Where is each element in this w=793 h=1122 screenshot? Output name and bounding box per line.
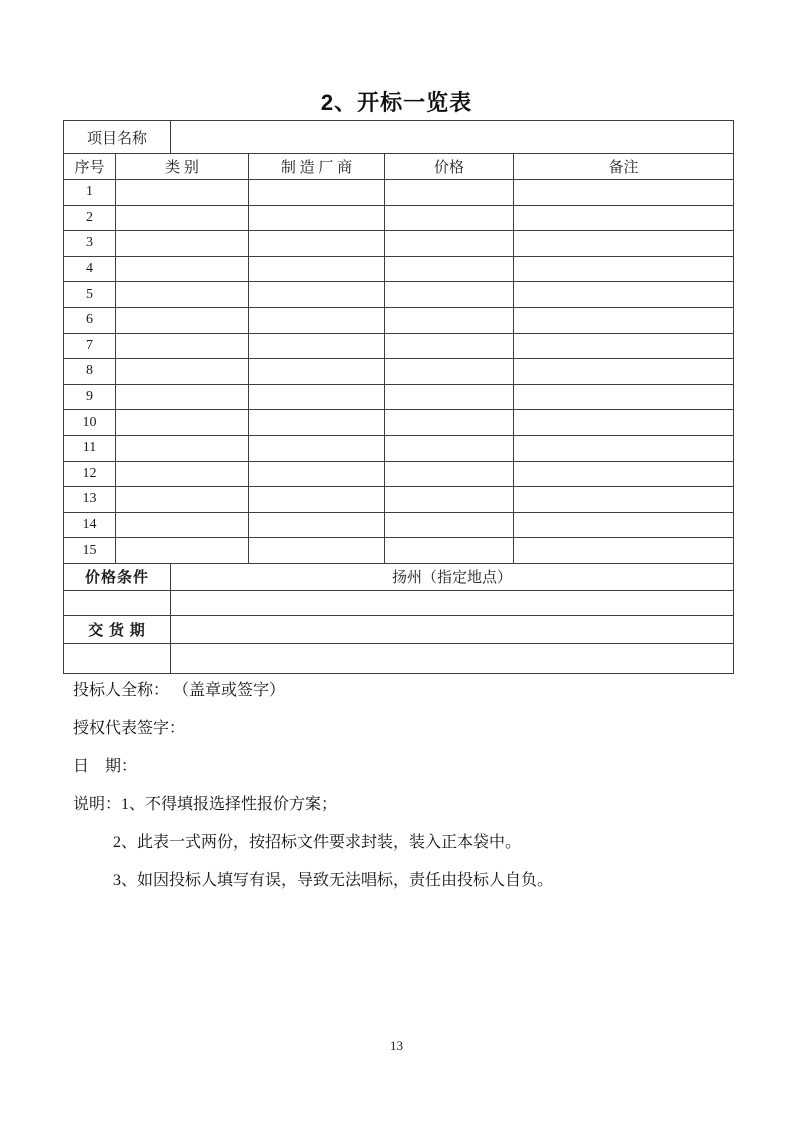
category-cell	[116, 410, 249, 436]
bid-opening-table	[63, 120, 734, 674]
category-cell	[116, 512, 249, 538]
header-cell-price: 价格	[385, 154, 514, 180]
serial-cell: 7	[64, 333, 116, 359]
remarks-cell	[514, 410, 734, 436]
blank-label-cell	[64, 643, 171, 673]
remarks-cell	[514, 180, 734, 206]
serial-cell: 2	[64, 205, 116, 231]
serial-cell: 3	[64, 231, 116, 257]
table-header-row	[64, 154, 734, 180]
remarks-cell	[514, 307, 734, 333]
manufacturer-cell	[249, 359, 385, 385]
category-cell	[116, 231, 249, 257]
table-row	[64, 435, 734, 461]
price-cell	[385, 205, 514, 231]
category-cell	[116, 384, 249, 410]
serial-cell: 15	[64, 538, 116, 564]
price-cell	[385, 435, 514, 461]
table-row	[64, 333, 734, 359]
serial-cell: 8	[64, 359, 116, 385]
manufacturer-cell	[249, 282, 385, 308]
table-row	[64, 231, 734, 257]
price-condition-row	[64, 563, 734, 590]
remarks-cell	[514, 205, 734, 231]
serial-cell: 6	[64, 307, 116, 333]
note-line-3: 3、如因投标人填写有误，导致无法唱标，责任由投标人自负。	[113, 872, 554, 889]
table-row	[64, 205, 734, 231]
category-cell	[116, 282, 249, 308]
table-row	[64, 461, 734, 487]
manufacturer-cell	[249, 461, 385, 487]
price-cell	[385, 333, 514, 359]
page-title: 2、开标一览表	[320, 90, 473, 115]
serial-cell: 4	[64, 256, 116, 282]
price-condition-label-cell: 价格条件	[64, 563, 171, 590]
remarks-cell	[514, 256, 734, 282]
price-condition-extra-row	[64, 590, 734, 615]
project-name-row	[64, 121, 734, 154]
delivery-value-cell	[171, 615, 734, 643]
category-cell	[116, 333, 249, 359]
page-number: 13	[390, 1038, 403, 1053]
category-cell	[116, 435, 249, 461]
price-cell	[385, 256, 514, 282]
manufacturer-cell	[249, 384, 385, 410]
remarks-cell	[514, 461, 734, 487]
category-cell	[116, 205, 249, 231]
price-cell	[385, 538, 514, 564]
bidder-name-line: 投标人全称： （盖章或签字）	[73, 682, 286, 699]
category-cell	[116, 461, 249, 487]
manufacturer-cell	[249, 180, 385, 206]
price-cell	[385, 512, 514, 538]
table-row	[64, 180, 734, 206]
note-line-1: 说明：1、不得填报选择性报价方案；	[73, 796, 338, 813]
serial-cell: 9	[64, 384, 116, 410]
blank-value-cell	[171, 590, 734, 615]
price-cell	[385, 359, 514, 385]
remarks-cell	[514, 333, 734, 359]
table-row	[64, 538, 734, 564]
delivery-label-cell: 交 货 期	[64, 615, 171, 643]
table-row	[64, 256, 734, 282]
blank-label-cell	[64, 590, 171, 615]
remarks-cell	[514, 384, 734, 410]
price-cell	[385, 282, 514, 308]
category-cell	[116, 538, 249, 564]
price-cell	[385, 487, 514, 513]
delivery-period-row	[64, 615, 734, 643]
category-cell	[116, 307, 249, 333]
price-condition-value-cell: 扬州（指定地点）	[171, 563, 734, 590]
table-row	[64, 307, 734, 333]
manufacturer-cell	[249, 538, 385, 564]
serial-cell: 10	[64, 410, 116, 436]
manufacturer-cell	[249, 205, 385, 231]
table-row	[64, 410, 734, 436]
price-cell	[385, 384, 514, 410]
remarks-cell	[514, 538, 734, 564]
remarks-cell	[514, 282, 734, 308]
date-line: 日 期：	[73, 758, 138, 775]
serial-cell: 5	[64, 282, 116, 308]
note-line-2: 2、此表一式两份，按招标文件要求封装，装入正本袋中。	[113, 834, 522, 851]
manufacturer-cell	[249, 487, 385, 513]
remarks-cell	[514, 231, 734, 257]
remarks-cell	[514, 512, 734, 538]
blank-value-cell	[171, 643, 734, 673]
serial-cell: 13	[64, 487, 116, 513]
category-cell	[116, 180, 249, 206]
manufacturer-cell	[249, 512, 385, 538]
serial-cell: 1	[64, 180, 116, 206]
table-row	[64, 487, 734, 513]
remarks-cell	[514, 435, 734, 461]
price-cell	[385, 307, 514, 333]
serial-cell: 12	[64, 461, 116, 487]
price-cell	[385, 410, 514, 436]
header-cell-serial: 序号	[64, 154, 116, 180]
category-cell	[116, 359, 249, 385]
price-cell	[385, 231, 514, 257]
manufacturer-cell	[249, 256, 385, 282]
header-cell-category: 类 别	[116, 154, 249, 180]
manufacturer-cell	[249, 410, 385, 436]
manufacturer-cell	[249, 307, 385, 333]
category-cell	[116, 487, 249, 513]
serial-cell: 11	[64, 435, 116, 461]
price-cell	[385, 180, 514, 206]
manufacturer-cell	[249, 333, 385, 359]
project-name-label-cell: 项目名称	[64, 121, 171, 154]
category-cell	[116, 256, 249, 282]
price-cell	[385, 461, 514, 487]
table-row	[64, 512, 734, 538]
remarks-cell	[514, 359, 734, 385]
table-row	[64, 384, 734, 410]
header-cell-remarks: 备注	[514, 154, 734, 180]
table-row	[64, 282, 734, 308]
manufacturer-cell	[249, 231, 385, 257]
serial-cell: 14	[64, 512, 116, 538]
authorized-signature-line: 授权代表签字：	[73, 720, 186, 737]
manufacturer-cell	[249, 435, 385, 461]
project-name-value-cell	[171, 121, 734, 154]
remarks-cell	[514, 487, 734, 513]
footer-notes	[73, 682, 733, 910]
table-row	[64, 359, 734, 385]
header-cell-manufacturer: 制 造 厂 商	[249, 154, 385, 180]
delivery-extra-row	[64, 643, 734, 673]
